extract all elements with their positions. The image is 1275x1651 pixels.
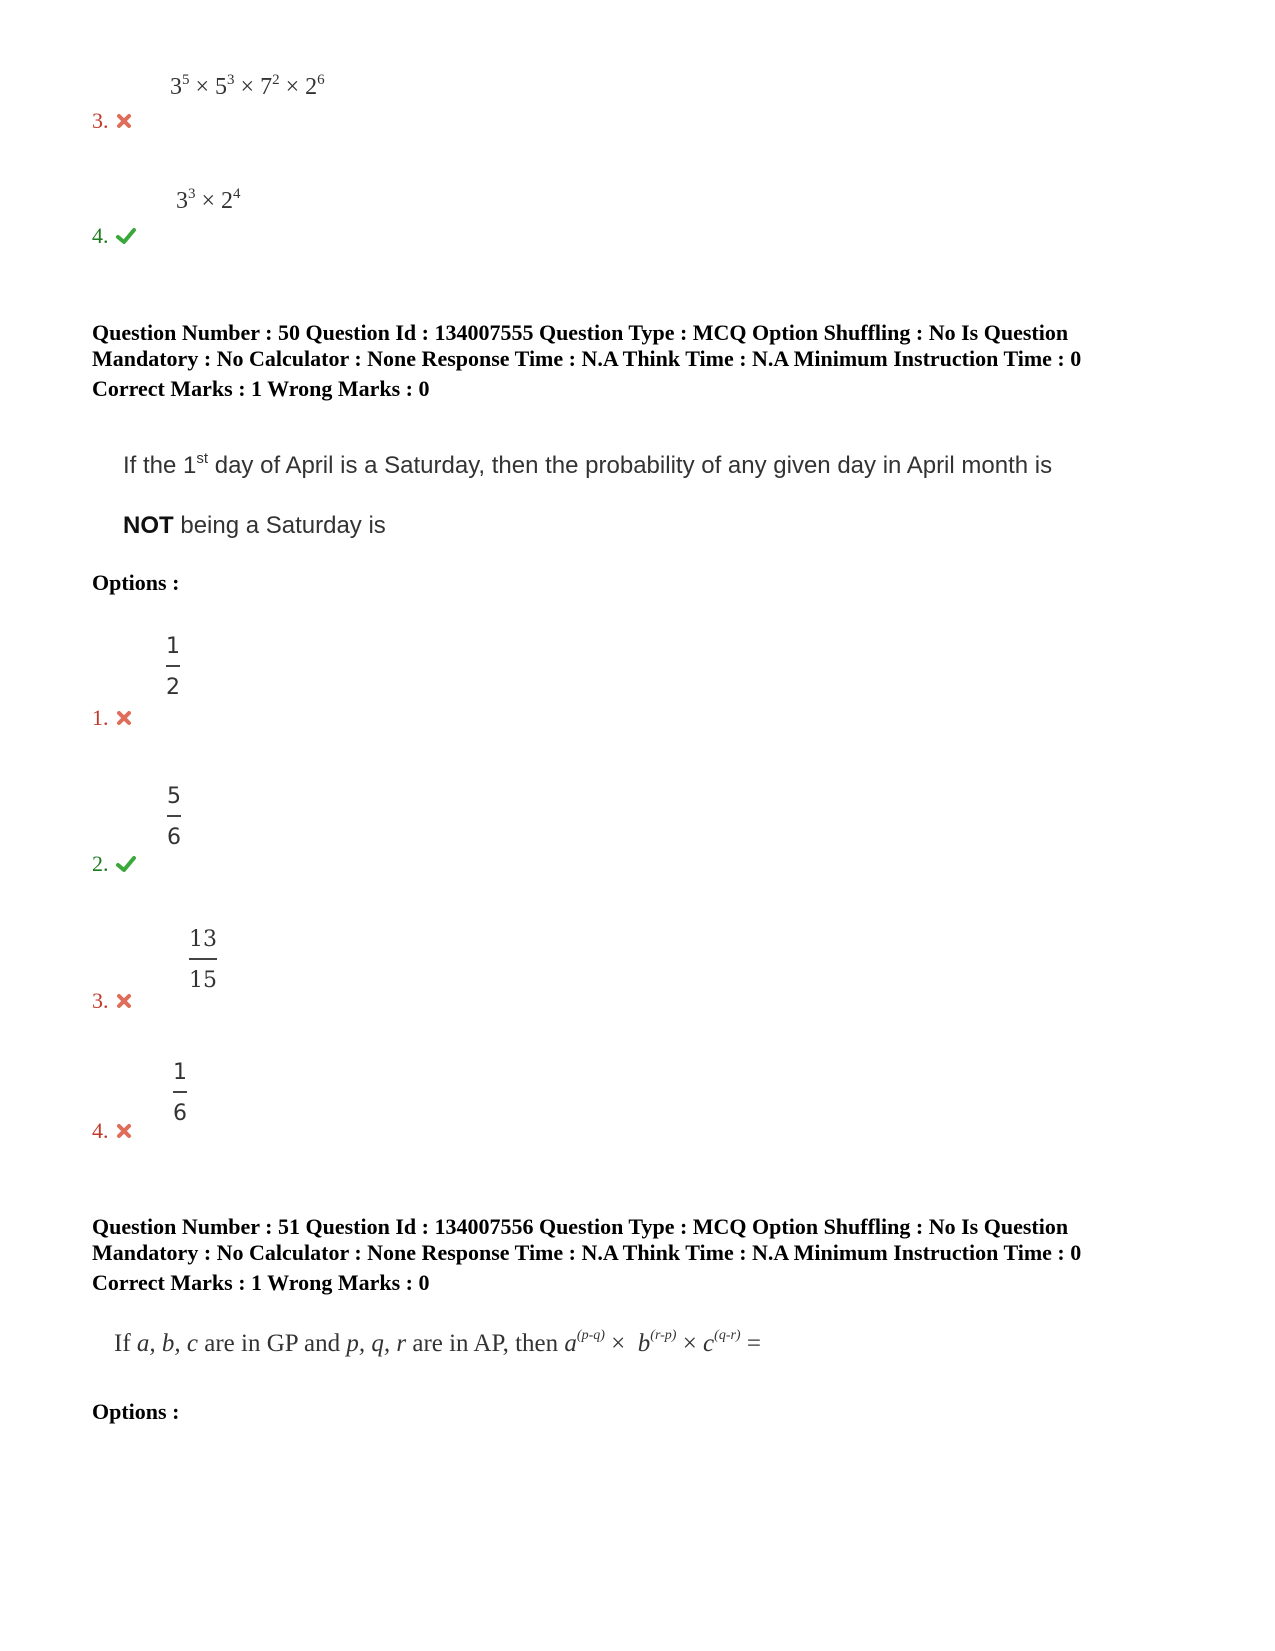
q50-option-3-fraction: 13 15 xyxy=(189,927,217,993)
prev-option-3-number: 3. xyxy=(92,108,133,134)
cross-icon xyxy=(115,992,133,1010)
q50-option-1-number: 1. xyxy=(92,705,133,731)
q50-meta xyxy=(92,320,1081,372)
cross-icon xyxy=(115,112,133,130)
q50-meta-line2: Mandatory : No Calculator : None Response Time : N.A Think Time : N.A Minimum Instruction Time : 0 xyxy=(92,346,1082,371)
q50-question-text-line1: If the 1st day of April is a Saturday, then the probability of any given day in April month is xyxy=(123,450,1053,479)
cross-icon xyxy=(115,709,133,727)
q51-question-text: If a, b, c are in GP and p, q, r are in AP, then $a^{(p-q)} \times b^{(r-p)} \times c^{(q-r)}$ = xyxy=(114,1328,761,1357)
q51-marks: Correct Marks : 1 Wrong Marks : 0 xyxy=(92,1270,430,1295)
prev-option-4-number: 4. xyxy=(92,223,137,249)
q51-meta-line1: Question Number : 51 Question Id : 134007556 Question Type : MCQ Option Shuffling : No Is Question xyxy=(92,1214,1069,1239)
q50-option-2-fraction: 5 6 xyxy=(167,784,181,850)
q51-meta-line2: Mandatory : No Calculator : None Response Time : N.A Think Time : N.A Minimum Instruction Time : 0 xyxy=(92,1240,1082,1265)
q50-options-label: Options : xyxy=(92,570,180,595)
check-icon xyxy=(115,855,137,873)
cross-icon xyxy=(115,1122,133,1140)
prev-option-3-expression: $3^5 \times 5^3 \times 7^2 \times 2^6$ xyxy=(170,72,325,100)
q51-options-label: Options : xyxy=(92,1399,180,1424)
q50-option-4-number: 4. xyxy=(92,1118,133,1144)
q51-meta xyxy=(92,1214,1081,1266)
q50-question-text-line2: NOT being a Saturday is xyxy=(123,512,386,539)
q50-meta-line1: Question Number : 50 Question Id : 134007555 Question Type : MCQ Option Shuffling : No Is Question xyxy=(92,320,1069,345)
prev-option-4-expression: $3^3 \times 2^4$ xyxy=(176,186,241,214)
q50-marks: Correct Marks : 1 Wrong Marks : 0 xyxy=(92,376,430,401)
q50-option-1-fraction: 1 2 xyxy=(166,634,180,700)
q50-option-4-fraction: 1 6 xyxy=(173,1060,187,1126)
q50-option-3-number: 3. xyxy=(92,988,133,1014)
q50-option-2-number: 2. xyxy=(92,851,137,877)
check-icon xyxy=(115,227,137,245)
